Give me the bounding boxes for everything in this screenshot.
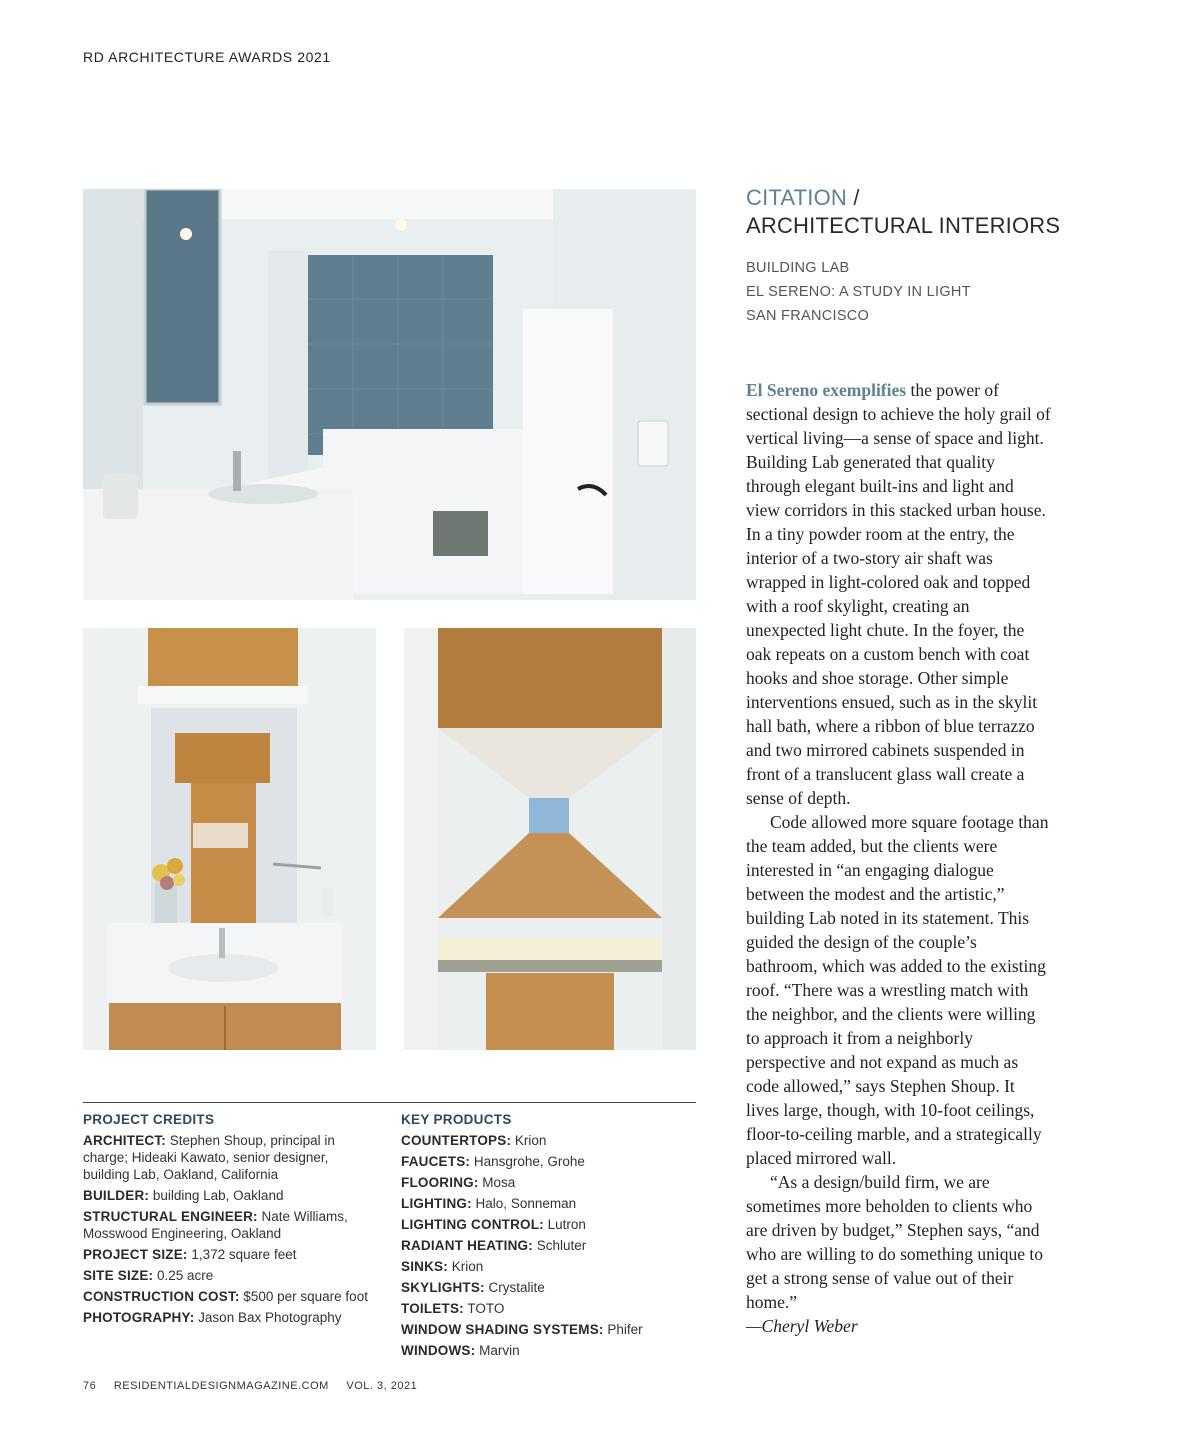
citation-slash: / — [853, 185, 860, 210]
credit-value: Jason Bax Photography — [194, 1310, 342, 1325]
project-credits-heading: PROJECT CREDITS — [83, 1112, 215, 1127]
credit-key: BUILDER: — [83, 1188, 150, 1203]
product-value: Hansgrohe, Grohe — [470, 1154, 585, 1169]
project-location: SAN FRANCISCO — [746, 308, 870, 324]
powder-room-photo — [83, 628, 376, 1050]
key-products-heading: KEY PRODUCTS — [401, 1112, 512, 1127]
credit-item — [83, 1246, 373, 1263]
credit-value: $500 per square foot — [239, 1289, 368, 1304]
product-key: COUNTERTOPS: — [401, 1133, 512, 1148]
product-item — [401, 1132, 696, 1149]
award-category: ARCHITECTURAL INTERIORS — [746, 213, 1061, 238]
project-firm: BUILDING LAB — [746, 260, 850, 276]
credit-item — [83, 1267, 373, 1284]
award-citation — [746, 184, 1060, 240]
product-value: Mosa — [478, 1175, 516, 1190]
article-paragraph: Code allowed more square footage than the team added, but the clients were interested in “an engaging dialogue between the modest and the artistic,” building Lab noted in its statement. This guided the design of the couple’s bathroom, which was added to the existing roof. “There was a wrestling match with the neighbor, and the clients were willing to approach it from a neighborly perspective and not expand as much as code allowed,” says Stephen Shoup. It lives large, though, with 10-foot ceilings, floor-to-ceiling marble, and a strategically placed mirrored wall. — [746, 812, 1049, 1168]
article-byline: —Cheryl Weber — [746, 1316, 858, 1336]
light-chute-photo — [404, 628, 696, 1050]
product-key: RADIANT HEATING: — [401, 1238, 533, 1253]
product-value: Marvin — [475, 1343, 520, 1358]
product-item — [401, 1216, 696, 1233]
article-paragraph: “As a design/build firm, we are sometimes more beholden to clients who are driven by budget,” Stephen says, “and who are willing to do something unique to get a strong sense of value out of their home.” — [746, 1172, 1043, 1312]
citation-label: CITATION — [746, 185, 847, 210]
key-products — [401, 1111, 696, 1363]
product-item — [401, 1153, 696, 1170]
article-paragraph-text: the power of sectional design to achieve the holy grail of vertical living—a sense of space and light. Building Lab generated that quality through elegant built-ins and light and view corridors in this stacked urban house. In a tiny powder room at the entry, the interior of a two-story air shaft was wrapped in light-colored oak and topped with a roof skylight, creating an unexpected light chute. In the foyer, the oak repeats on a custom bench with coat hooks and shoe storage. Other simple interventions ensued, such as in the skylit hall bath, where a ribbon of blue terrazzo and two mirrored cabinets suspended in front of a translucent glass wall create a sense of depth. — [746, 380, 1051, 808]
credit-key: CONSTRUCTION COST: — [83, 1289, 240, 1304]
page-footer — [83, 1380, 431, 1392]
project-credits — [83, 1111, 373, 1330]
product-value: Phifer — [603, 1322, 643, 1337]
credits-divider — [83, 1102, 696, 1103]
bathroom-photo — [83, 189, 696, 600]
product-value: Lutron — [543, 1217, 586, 1232]
magazine-section-header: RD ARCHITECTURE AWARDS 2021 — [83, 49, 331, 65]
product-item — [401, 1195, 696, 1212]
credit-key: ARCHITECT: — [83, 1133, 166, 1148]
page-number: 76 — [83, 1380, 97, 1392]
product-key: WINDOWS: — [401, 1343, 476, 1358]
product-key: WINDOW SHADING SYSTEMS: — [401, 1322, 604, 1337]
product-value: TOTO — [463, 1301, 505, 1316]
credit-value: Stephen Shoup, principal in charge; Hideaki Kawato, senior designer, building Lab, Oakland, California — [83, 1133, 335, 1182]
product-item — [401, 1279, 696, 1296]
project-info — [746, 256, 971, 328]
credit-value: Nate Williams, Mosswood Engineering, Oakland — [83, 1209, 348, 1241]
product-item — [401, 1174, 696, 1191]
product-key: LIGHTING: — [401, 1196, 472, 1211]
issue-volume: VOL. 3, 2021 — [346, 1380, 418, 1392]
product-key: FLOORING: — [401, 1175, 479, 1190]
product-key: SINKS: — [401, 1259, 448, 1274]
article-body — [746, 378, 1052, 1338]
product-value: Halo, Sonneman — [471, 1196, 577, 1211]
article-paragraph — [746, 378, 1052, 810]
product-value: Crystalite — [484, 1280, 545, 1295]
product-key: SKYLIGHTS: — [401, 1280, 485, 1295]
product-item — [401, 1237, 696, 1254]
credit-key: PROJECT SIZE: — [83, 1247, 188, 1262]
product-value: Krion — [447, 1259, 484, 1274]
credit-item — [83, 1208, 373, 1242]
product-value: Krion — [511, 1133, 547, 1148]
project-name: EL SERENO: A STUDY IN LIGHT — [746, 284, 971, 300]
product-item — [401, 1321, 696, 1338]
product-key: LIGHTING CONTROL: — [401, 1217, 544, 1232]
article-lead-in: El Sereno exemplifies — [746, 380, 907, 400]
powder-room-photo-illustration — [83, 628, 376, 1050]
product-value: Schluter — [532, 1238, 587, 1253]
light-chute-photo-illustration — [404, 628, 696, 1050]
credit-item — [83, 1288, 373, 1305]
credit-value: 0.25 acre — [153, 1268, 214, 1283]
product-item — [401, 1258, 696, 1275]
credit-value: 1,372 square feet — [187, 1247, 297, 1262]
magazine-website: RESIDENTIALDESIGNMAGAZINE.COM — [113, 1380, 329, 1392]
credit-item — [83, 1132, 373, 1183]
product-item — [401, 1300, 696, 1317]
product-key: TOILETS: — [401, 1301, 464, 1316]
credit-key: PHOTOGRAPHY: — [83, 1310, 195, 1325]
credit-key: STRUCTURAL ENGINEER: — [83, 1209, 258, 1224]
product-key: FAUCETS: — [401, 1154, 471, 1169]
credit-item — [83, 1309, 373, 1326]
credit-item — [83, 1187, 373, 1204]
bathroom-photo-illustration — [83, 189, 696, 600]
product-item — [401, 1342, 696, 1359]
credit-key: SITE SIZE: — [83, 1268, 154, 1283]
credit-value: building Lab, Oakland — [149, 1188, 284, 1203]
